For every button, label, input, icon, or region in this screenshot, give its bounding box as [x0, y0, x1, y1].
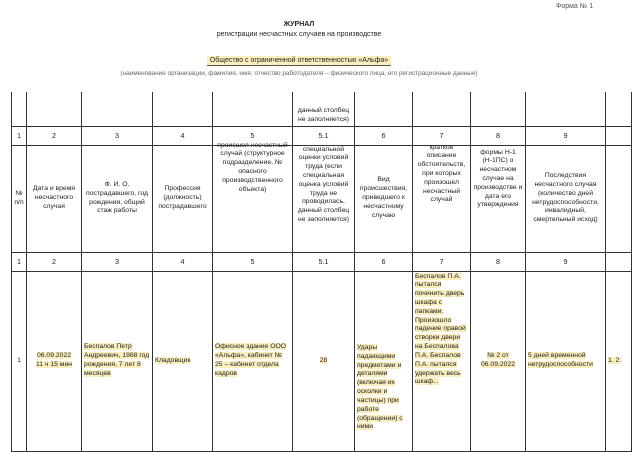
row-datetime	[27, 271, 82, 451]
col-num: 6	[355, 126, 413, 145]
col-num: 7	[413, 252, 471, 271]
row-act: № 2 от 06.09.2022	[471, 271, 526, 451]
col-num: 3	[82, 126, 153, 145]
col-num: 1	[12, 126, 27, 145]
header-extra	[606, 145, 632, 252]
header-person: Ф. И. О. пострадавшего, год рождения, общий стаж работы	[82, 145, 153, 252]
header-row	[12, 145, 632, 252]
header-sout: специальной оценки условий труда (если специальная оценка условий труда не проводилась, данный столбец не заполняется)	[293, 145, 355, 252]
row-date: 06.09.2022	[36, 352, 72, 360]
col-num: 8	[471, 252, 526, 271]
col-num-extra	[606, 252, 632, 271]
col-num: 6	[355, 252, 413, 271]
col-num: 5.1	[293, 126, 355, 145]
header-place: происшел несчастный случай (структурное подразделение, № опасного производственного объекта)	[213, 145, 293, 252]
header-datetime: Дата и время несчастного случая	[27, 145, 82, 252]
row-description: Беспалов П.А. пытался починить дверь шкафа с папками. Произошло падение правой створки двери на Беспалова П.А. Беспалов П.А. пытался удержать весь шкаф...	[413, 271, 471, 451]
column-number-row	[12, 126, 632, 145]
header-incident-type: Вид происшествия, приведшего к несчастному случаю	[355, 145, 413, 252]
header-fragment-row	[12, 92, 632, 126]
col-num-extra	[606, 126, 632, 145]
col-num: 5	[213, 126, 293, 145]
row-person: Беспалов Петр Андреевич, 1988 год рождения, 7 лет 8 месяцев	[82, 271, 153, 451]
header-act: формы Н-1 (Н-1ПС) о несчастном случае на производстве и дата его утверждения	[471, 145, 526, 252]
row-incident: Удары падающими предметами и деталями (включая их осколки и частицы) при работе (обращении) с ними	[355, 271, 413, 451]
col-num: 2	[27, 252, 82, 271]
col-num: 7	[413, 126, 471, 145]
form-number: Форма № 1	[556, 3, 594, 10]
col-num: 9	[526, 252, 606, 271]
col-num: 4	[153, 252, 213, 271]
col-num: 4	[153, 126, 213, 145]
col-num: 8	[471, 126, 526, 145]
journal-table-viewport	[0, 92, 622, 434]
row-consequences: 5 дней временной нетрудоспособности	[526, 271, 606, 451]
row-time: 11 ч 15 мин	[35, 361, 73, 368]
header-profession: Профессия (должность) пострадавшего	[153, 145, 213, 252]
header-consequences: Последствия несчастного случая (количество дней нетрудоспособности, инвалидный, смертельный исход)	[526, 145, 606, 252]
row-extra: 1. 2.	[606, 271, 632, 451]
row-profession: Кладовщик	[153, 271, 213, 451]
row-no: 1	[12, 271, 27, 451]
journal-table	[11, 92, 632, 452]
column-number-row	[12, 252, 632, 271]
col-num: 3	[82, 252, 153, 271]
row-place: Офисное здание ООО «Альфа», кабинет № 25 – кабинет отдела кадров	[213, 271, 293, 451]
organization-caption: (наименование организации, фамилия, имя, отчество работодателя – физического лица, его регистрационные данные)	[120, 70, 478, 77]
row-sout: 28	[293, 271, 355, 451]
col5-1-fragment: данный столбец не заполняется)	[293, 92, 355, 126]
col-num: 2	[27, 126, 82, 145]
col-num: 9	[526, 126, 606, 145]
col-num: 1	[12, 252, 27, 271]
header-description: краткое описание обстоятельств, при которых произошел несчастный случай	[413, 145, 471, 252]
organization-name: Общество с ограниченной ответственностью «Альфа»	[207, 56, 391, 66]
header-no: № п/п	[12, 145, 27, 252]
col-num: 5	[213, 252, 293, 271]
journal-title: ЖУРНАЛ	[283, 21, 315, 28]
journal-subtitle: регистрации несчастных случаев на производстве	[216, 31, 382, 38]
table-row	[12, 271, 632, 451]
col-num: 5.1	[293, 252, 355, 271]
